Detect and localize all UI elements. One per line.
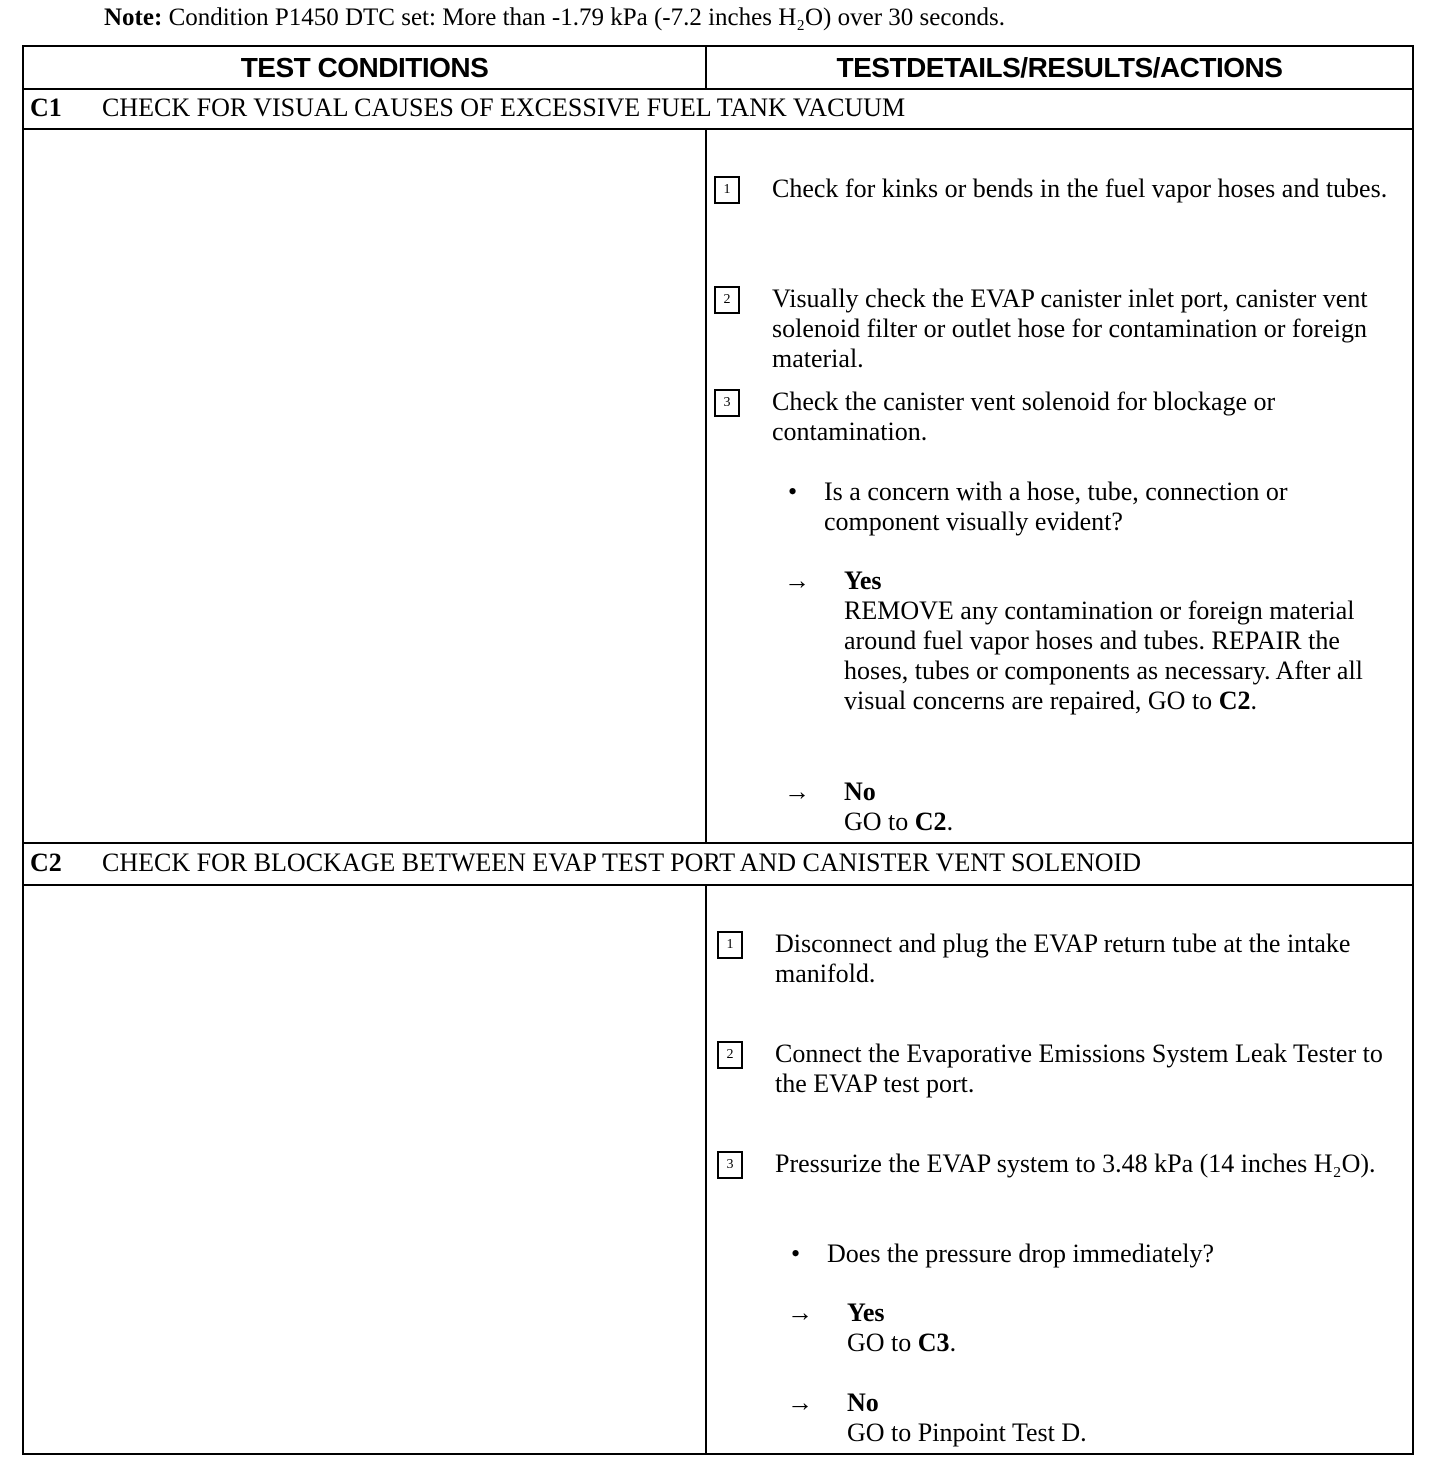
result-ref: C2 (1218, 686, 1251, 715)
arrow-icon: → (784, 777, 810, 806)
step-text: Visually check the EVAP canister inlet port, canister vent solenoid filter or outlet hose for contamination or foreign material. (772, 284, 1368, 373)
divider (24, 884, 1412, 886)
section-id: C2 (30, 848, 62, 877)
result-text: REMOVE any contamination or foreign material around fuel vapor hoses and tubes. REPAIR the hoses, tubes or components as necessary. After all visual concerns are repaired, GO to (844, 596, 1363, 715)
header-test-conditions: TEST CONDITIONS (240, 52, 489, 83)
question-text: Does the pressure drop immediately? (827, 1239, 1214, 1268)
pinpoint-test-table (22, 45, 1414, 1455)
bullet-icon: • (788, 477, 798, 506)
divider (24, 842, 1412, 844)
result-label: No (847, 1388, 879, 1417)
step-number-box: 3 (717, 1151, 743, 1179)
step-number-box: 1 (714, 176, 740, 204)
step-text: Pressurize the EVAP system to 3.48 kPa (14 inches H₂O). (775, 1149, 1376, 1178)
step-number-box: 1 (717, 931, 743, 959)
result-text: GO to Pinpoint Test D. (847, 1418, 1087, 1447)
divider (705, 128, 707, 842)
punct: . (946, 807, 954, 836)
header-test-details: TESTDETAILS/RESULTS/ACTIONS (836, 52, 1283, 83)
section-title-text: CHECK FOR BLOCKAGE BETWEEN EVAP TEST PORT AND CANISTER VENT SOLENOID (102, 848, 1141, 877)
note-text: Condition P1450 DTC set: More than -1.79 kPa (-7.2 inches H₂O) over 30 seconds. (162, 4, 1005, 31)
punct: . (949, 1328, 957, 1357)
step-number-box: 3 (714, 389, 740, 417)
result-text: GO to (844, 807, 915, 836)
result-ref: C2 (914, 807, 947, 836)
divider (24, 128, 1412, 130)
step-text: Check the canister vent solenoid for blockage or contamination. (772, 387, 1276, 446)
step-number-box: 2 (717, 1041, 743, 1069)
question-text: Is a concern with a hose, tube, connection or component visually evident? (824, 477, 1288, 536)
result-label: Yes (844, 566, 882, 595)
bullet-icon: • (791, 1239, 801, 1268)
section-title-text: CHECK FOR VISUAL CAUSES OF EXCESSIVE FUEL TANK VACUUM (102, 93, 906, 122)
arrow-icon: → (784, 566, 810, 595)
result-text: GO to (847, 1328, 918, 1357)
result-ref: C3 (917, 1328, 950, 1357)
step-text: Connect the Evaporative Emissions System Leak Tester to the EVAP test port. (775, 1039, 1383, 1098)
section-title-c2 (30, 848, 1141, 878)
step-text: Check for kinks or bends in the fuel vapor hoses and tubes. (772, 174, 1388, 203)
note-label: Note: (104, 4, 163, 31)
note (104, 3, 1005, 33)
arrow-icon: → (787, 1388, 813, 1417)
divider (24, 88, 1412, 90)
section-id: C1 (30, 93, 62, 122)
punct: . (1250, 686, 1257, 715)
result-label: No (844, 777, 876, 806)
divider (705, 884, 707, 1453)
step-number-box: 2 (714, 286, 740, 314)
result-label: Yes (847, 1298, 885, 1327)
arrow-icon: → (787, 1298, 813, 1327)
step-text: Disconnect and plug the EVAP return tube at the intake manifold. (775, 929, 1351, 988)
section-title-c1 (30, 93, 905, 123)
